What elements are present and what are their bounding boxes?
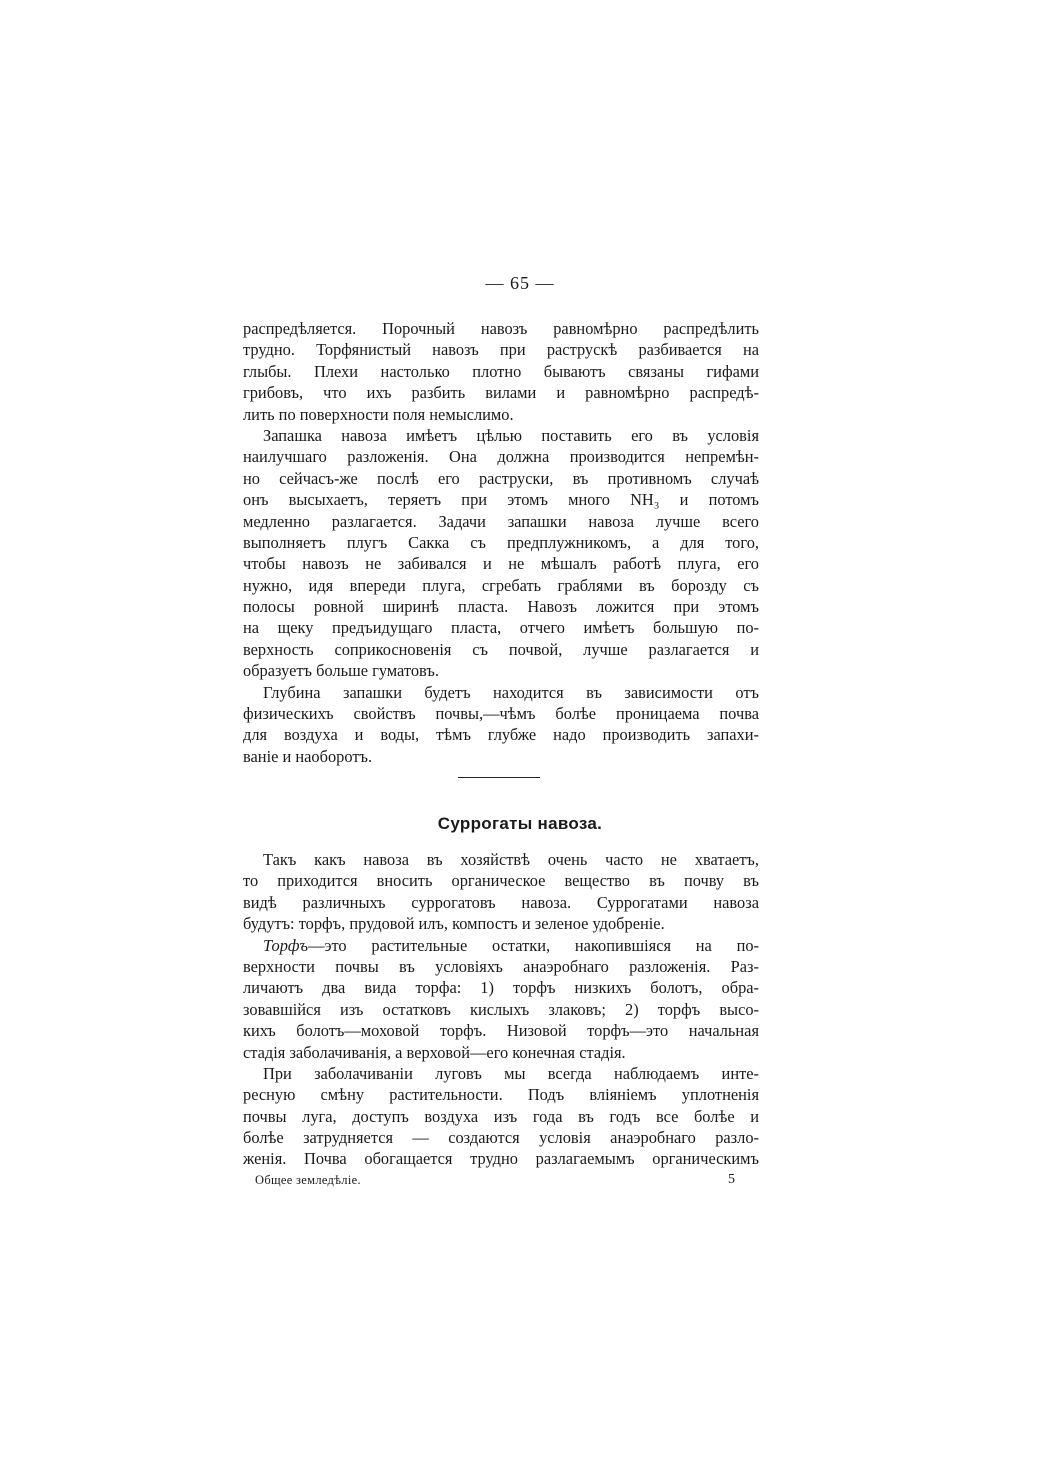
text-line: личаютъ два вида торфа: 1) торфъ низкихъ болотъ, обра- [243,978,759,998]
paragraphs-manure-plowing [243,318,759,767]
text-line: видѣ различныхъ суррогатовъ навоза. Суррогатами навоза [243,892,759,912]
page-number: — 65 — [485,273,555,293]
section-heading: Суррогаты навоза. [437,814,603,833]
text-line: почвы луга, доступъ воздуха изъ года въ годъ все болѣе и [243,1106,759,1126]
section-divider [458,777,540,778]
text-line: стадія заболачиванія, а верховой—его конечная стадія. [243,1042,626,1062]
text-line: образуетъ больше гуматовъ. [243,661,439,681]
text-line: Такъ какъ навоза въ хозяйствѣ очень часто не хватаетъ, [263,850,759,869]
text-line: грибовъ, что ихъ разбить вилами и равномѣрно распредѣ- [243,383,759,403]
text-line-rest: —это растительные остатки, накопившіяся на по- [308,935,759,955]
text-line: наилучшаго разложенія. Она должна производится непремѣн- [243,447,759,467]
text-line: ресную смѣну растительности. Подъ вліяніемъ уплотненія [243,1085,759,1105]
footer-signature-number: 5 [728,1172,735,1187]
text-line: физическихъ свойствъ почвы,—чѣмъ болѣе проницаема почва [243,704,759,724]
text-line: будутъ: торфъ, прудовой илъ, компостъ и зеленое удобреніе. [243,914,665,934]
text-line: нужно, идя впереди плуга, сгребать граблями въ борозду съ [243,575,759,595]
text-line: на щеку предъидущаго пласта, отчего имѣетъ большую по- [243,618,759,638]
text-line [243,935,759,956]
text-line: глыбы. Плехи настолько плотно бываютъ связаны гифами [243,361,759,381]
text-line: трудно. Торфянистый навозъ при раструскѣ разбивается на [243,340,759,360]
text-line: лить по поверхности поля немыслимо. [243,404,514,424]
text-line: верхности почвы въ условіяхъ анаэробнаго разложенія. Раз- [243,956,759,976]
text-line: Запашка навоза имѣетъ цѣлью поставить его въ условія [263,425,759,445]
text-line: полосы ровной ширинѣ пласта. Навозъ ложится при этомъ [243,597,759,617]
paragraphs-manure-substitutes [243,849,759,1170]
text-line: зовавшійся изъ остатковъ кислыхъ злаковъ; 2) торфъ высо- [243,999,759,1019]
text-line: выполняетъ плугъ Сакка съ предплужникомъ, а для того, [243,532,759,552]
text-line: кихъ болотъ—моховой торфъ. Низовой торфъ—это начальная [243,1021,759,1041]
text-line: Глубина запашки будетъ находится въ зависимости отъ [263,682,759,702]
text-line: ваніе и наоборотъ. [243,746,373,766]
text-line: При заболачиваніи луговъ мы всегда наблюдаемъ инте- [263,1063,759,1083]
text-line: для воздуха и воды, тѣмъ глубже надо производить запахи- [243,725,759,745]
text-line: но сейчасъ-же послѣ его раструски, въ противномъ случаѣ [243,468,759,488]
text-line: чтобы навозъ не забивался и не мѣшалъ работѣ плуга, его [243,554,759,574]
text-line: верхность соприкосновенія съ почвой, лучше разлагается и [243,639,759,659]
footer-book-title: Общее земледѣліе. [255,1173,361,1187]
italic-term: Торфъ [263,935,309,955]
text-line: распредѣляется. Порочный навозъ равномѣрно распредѣлить [243,319,759,338]
text-line: женія. Почва обогащается трудно разлагаемымъ органическимъ [243,1149,759,1169]
text-line: онъ высыхаетъ, теряетъ при этомъ много NH₃ и потомъ [243,490,759,510]
text-line: медленно разлагается. Задачи запашки навоза лучше всего [243,511,759,531]
text-line: болѣе затрудняется — создаются условія анаэробнаго разло- [243,1128,759,1148]
text-line: то приходится вносить органическое вещество въ почву въ [243,871,759,891]
